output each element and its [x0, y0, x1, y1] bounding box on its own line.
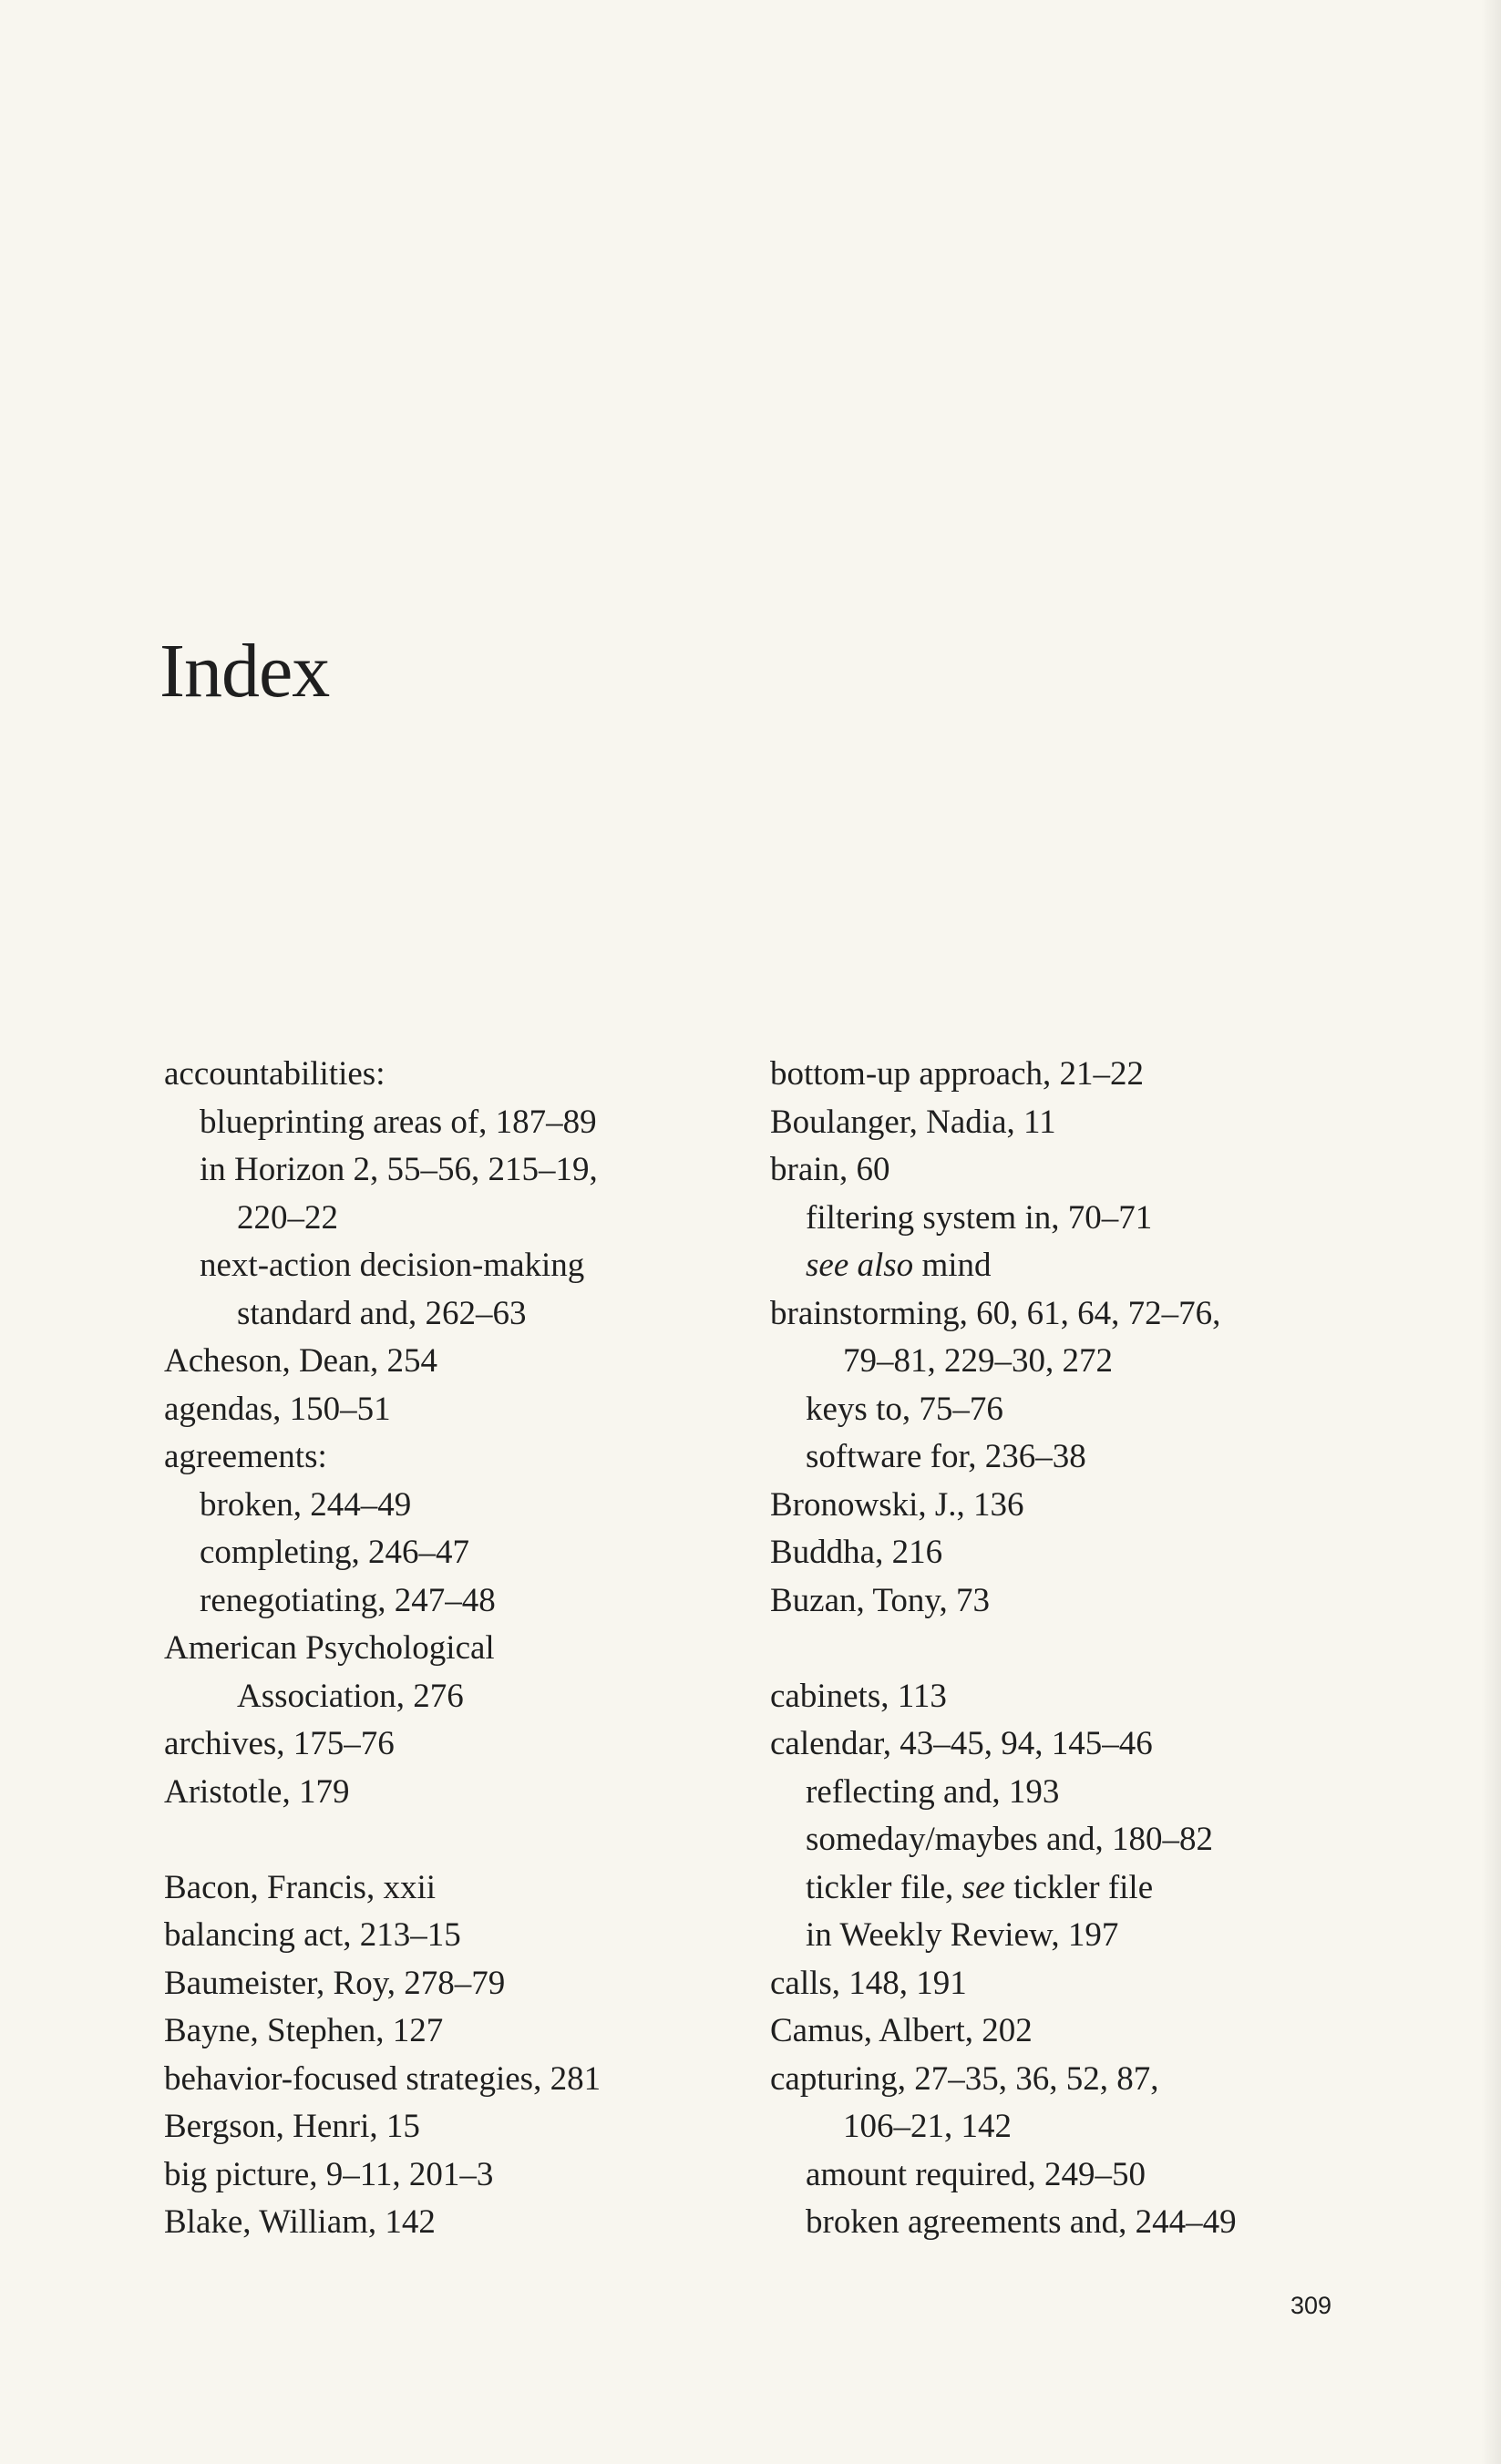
index-entry: brain, 60: [770, 1151, 890, 1188]
section-gap: [164, 1816, 729, 1864]
index-subentry: someday/maybes and, 180–82: [806, 1821, 1213, 1858]
index-entry: cabinets, 113: [770, 1677, 947, 1715]
index-entry: Bayne, Stephen, 127: [164, 2012, 444, 2049]
index-entry: Buzan, Tony, 73: [770, 1581, 990, 1619]
index-continuation: 106–21, 142: [843, 2108, 1012, 2145]
index-subentry: completing, 246–47: [200, 1534, 469, 1571]
index-subentry: in Horizon 2, 55–56, 215–19,: [200, 1151, 598, 1188]
index-subentry: reflecting and, 193: [806, 1772, 1060, 1811]
index-entry: calls, 148, 191: [770, 1964, 967, 2002]
index-subentry: blueprinting areas of, 187–89: [200, 1103, 597, 1141]
index-entry: behavior-focused strategies, 281: [164, 2059, 601, 2098]
index-entry: Blake, William, 142: [164, 2203, 436, 2241]
index-entry: agendas, 150–51: [164, 1390, 391, 1428]
section-gap: [770, 1625, 1335, 1673]
index-entry: Aristotle, 179: [164, 1772, 350, 1811]
index-subentry: renegotiating, 247–48: [200, 1581, 496, 1619]
index-entry: American Psychological: [164, 1629, 495, 1667]
index-entry: balancing act, 213–15: [164, 1916, 461, 1954]
index-entry: calendar, 43–45, 94, 145–46: [770, 1725, 1153, 1762]
index-entry: Boulanger, Nadia, 11: [770, 1103, 1056, 1141]
index-subentry: in Weekly Review, 197: [806, 1916, 1119, 1954]
index-entry: brainstorming, 60, 61, 64, 72–76,: [770, 1294, 1221, 1332]
index-right-column: [770, 1051, 1335, 2247]
index-subentry: tickler file, see tickler file: [806, 1868, 1154, 1906]
index-entry: archives, 175–76: [164, 1725, 395, 1762]
index-subentry: see also mind: [806, 1247, 992, 1284]
index-subentry: broken, 244–49: [200, 1485, 412, 1524]
index-continuation: Association, 276: [237, 1677, 464, 1715]
index-entry: Camus, Albert, 202: [770, 2012, 1033, 2049]
page-edge-shade: [1481, 0, 1501, 2464]
index-entry: Bacon, Francis, xxii: [164, 1868, 437, 1906]
index-entry: capturing, 27–35, 36, 52, 87,: [770, 2059, 1159, 2098]
index-entry: Acheson, Dean, 254: [164, 1342, 438, 1380]
index-left-column: [164, 1051, 729, 2247]
index-subentry: software for, 236–38: [806, 1438, 1086, 1475]
index-entry: agreements:: [164, 1438, 327, 1475]
index-subentry: amount required, 249–50: [806, 2155, 1146, 2193]
index-continuation: 220–22: [237, 1198, 338, 1237]
index-entry: Bergson, Henri, 15: [164, 2108, 420, 2145]
index-subentry: broken agreements and, 244–49: [806, 2203, 1237, 2241]
index-subentry: filtering system in, 70–71: [806, 1198, 1153, 1237]
index-entry: big picture, 9–11, 201–3: [164, 2155, 494, 2193]
index-entry: Baumeister, Roy, 278–79: [164, 1964, 506, 2002]
index-subentry: keys to, 75–76: [806, 1390, 1003, 1428]
index-entry: accountabilities:: [164, 1055, 386, 1093]
index-entry: Bronowski, J., 136: [770, 1485, 1024, 1524]
index-entry: bottom-up approach, 21–22: [770, 1055, 1144, 1093]
page-title: Index: [159, 629, 330, 714]
index-continuation: 79–81, 229–30, 272: [843, 1342, 1113, 1380]
index-continuation: standard and, 262–63: [237, 1294, 527, 1332]
page-number: 309: [1290, 2292, 1332, 2319]
index-subentry: next-action decision-making: [200, 1247, 585, 1284]
index-entry: Buddha, 216: [770, 1534, 943, 1571]
